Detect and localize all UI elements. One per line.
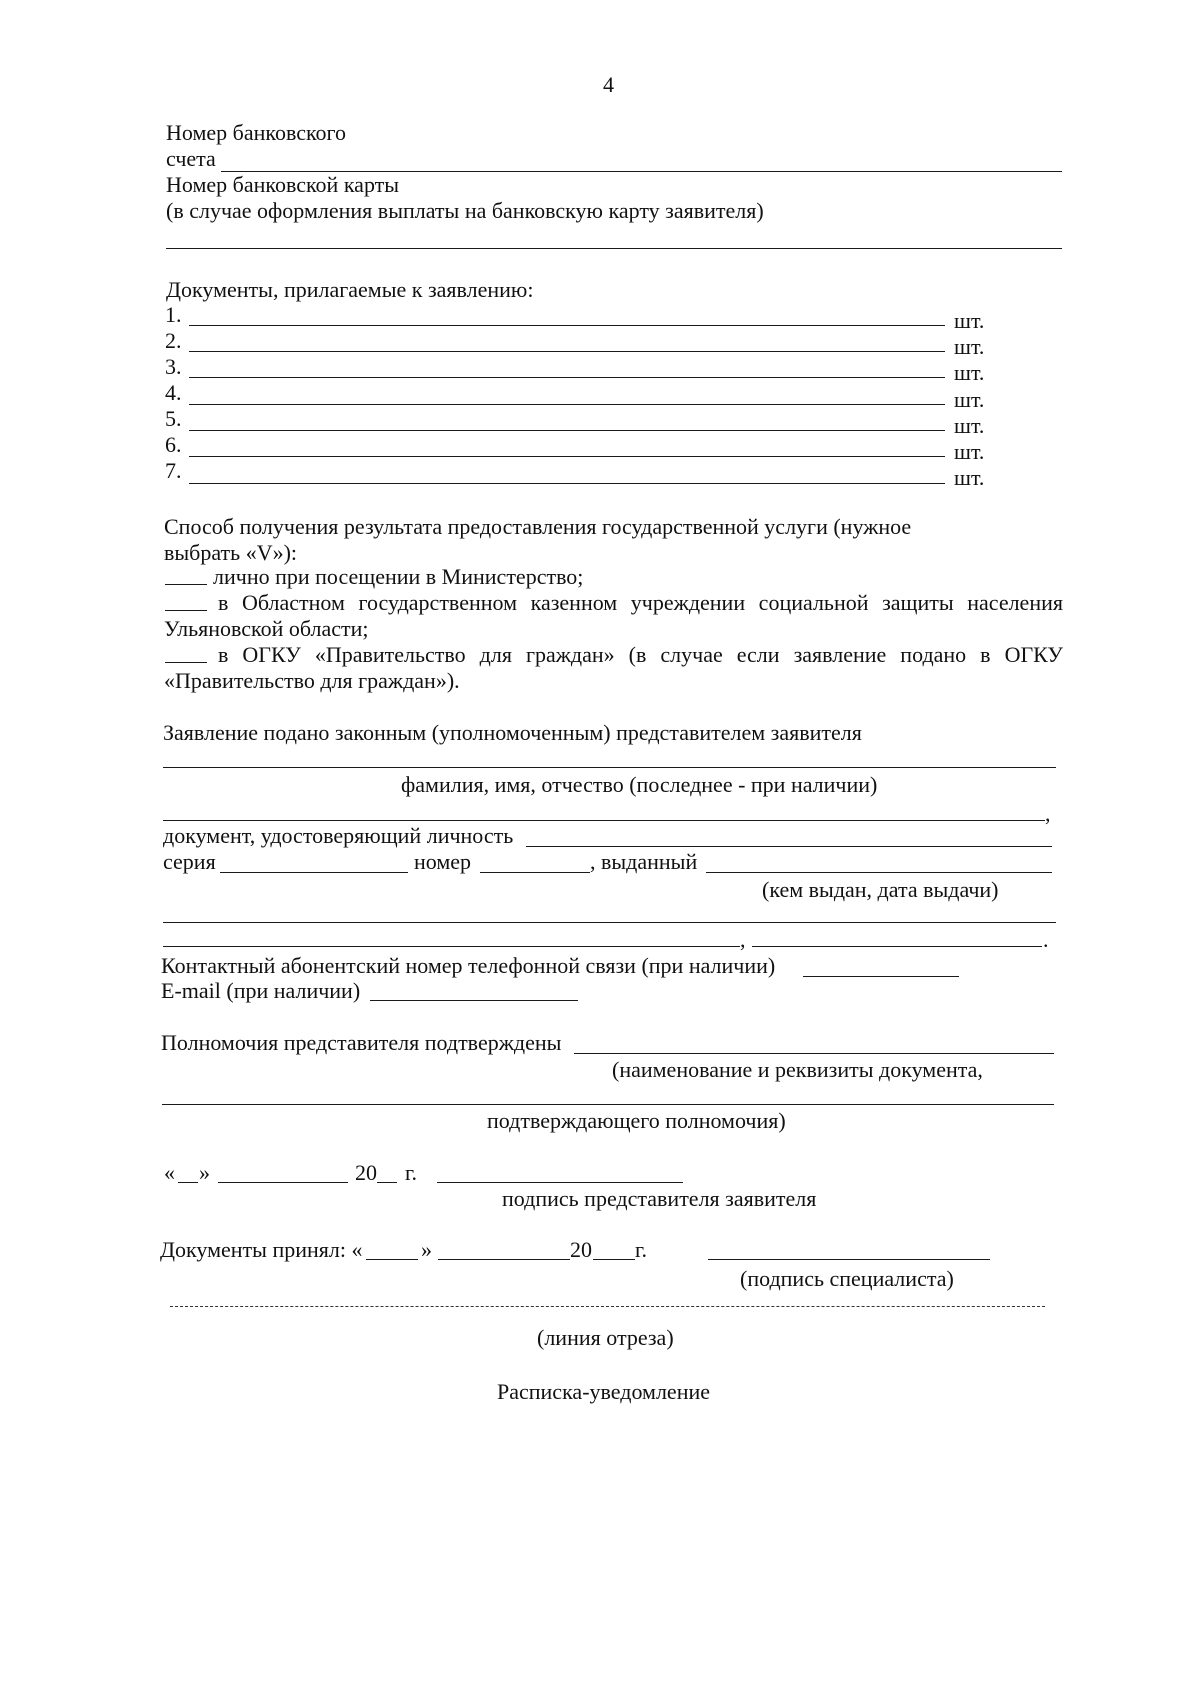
documents-heading: Документы, прилагаемые к заявлению: [166,277,534,302]
issued-field[interactable] [706,872,1052,873]
document-number: 6. [165,432,182,457]
accepted-year-prefix: 20 [570,1237,592,1262]
number-field[interactable] [480,872,590,873]
document-unit: шт. [954,334,985,359]
representative-heading: Заявление подано законным (уполномоченным) представителем заявителя [163,720,862,745]
document-field[interactable] [189,483,945,484]
date-quote-open: « [164,1160,175,1185]
representative-fio-field[interactable] [163,767,1056,768]
issued-extra-field[interactable] [163,922,1056,923]
series-field[interactable] [220,872,408,873]
document-unit: шт. [954,413,985,438]
id-document-field[interactable] [526,846,1052,847]
representative-extra-field[interactable] [163,820,1045,821]
date-year-field[interactable] [377,1182,397,1183]
document-unit: шт. [954,465,985,490]
representative-signature-caption: подпись представителя заявителя [502,1186,817,1211]
representative-signature-field[interactable] [437,1182,683,1183]
document-number: 7. [165,458,182,483]
option2-label-line2: Ульяновской области; [164,616,369,641]
document-field[interactable] [189,456,945,457]
phone-label: Контактный абонентский номер телефонной связи (при наличии) [161,953,776,978]
option3-checkbox[interactable] [165,662,207,663]
accepted-label: Документы принял: « [160,1237,363,1262]
date-quote-close: » [199,1160,210,1185]
cut-line-caption: (линия отреза) [537,1325,674,1350]
authority-caption2: подтверждающего полномочия) [487,1108,786,1133]
email-field[interactable] [370,1000,578,1001]
id-document-label: документ, удостоверяющий личность [163,823,514,848]
document-number: 3. [165,354,182,379]
method-heading-line2: выбрать «V»): [164,540,298,565]
bank-card-note: (в случае оформления выплаты на банковскую карту заявителя) [166,198,764,223]
document-number: 2. [165,328,182,353]
email-label: E-mail (при наличии) [161,978,361,1003]
period-mark: . [1043,927,1049,952]
document-field[interactable] [189,351,945,352]
series-label: серия [163,849,216,874]
accepted-day-field[interactable] [366,1259,418,1260]
option3-label-line2: «Правительство для граждан»). [164,668,460,693]
issued-date-field-a[interactable] [163,946,740,947]
bank-account-label-line1: Номер банковского [166,120,347,145]
comma-mark: , [1045,801,1051,826]
bank-account-label-line2: счета [166,146,216,171]
issued-date-field-b[interactable] [752,946,1042,947]
option1-label: лично при посещении в Министерство; [213,564,584,589]
document-number: 1. [165,302,182,327]
bank-card-field[interactable] [166,248,1062,249]
document-field[interactable] [189,377,945,378]
option2-label-line1: в Областном государственном казенном учреждении социальной защиты населения [218,590,1063,615]
authority-field[interactable] [574,1053,1054,1054]
authority-label: Полномочия представителя подтверждены [161,1030,562,1055]
document-unit: шт. [954,308,985,333]
page-number: 4 [603,72,614,97]
document-unit: шт. [954,360,985,385]
option3-label-line1: в ОГКУ «Правительство для граждан» (в случае если заявление подано в ОГКУ [218,642,1063,667]
document-field[interactable] [189,325,945,326]
specialist-signature-field[interactable] [708,1259,990,1260]
accepted-quote-close: » [421,1237,432,1262]
receipt-title: Расписка-уведомление [497,1379,711,1404]
specialist-signature-caption: (подпись специалиста) [740,1266,954,1291]
authority-caption1: (наименование и реквизиты документа, [612,1057,983,1082]
accepted-year-suffix: г. [635,1237,648,1262]
bank-card-label: Номер банковской карты [166,172,400,197]
date-day-field[interactable] [178,1182,198,1183]
option1-checkbox[interactable] [165,584,207,585]
issued-label: , выданный [590,849,698,874]
number-label: номер [414,849,472,874]
date-year-prefix: 20 [355,1160,377,1185]
document-field[interactable] [189,430,945,431]
option2-checkbox[interactable] [165,610,207,611]
document-number: 4. [165,380,182,405]
document-unit: шт. [954,387,985,412]
method-heading-line1: Способ получения результата предоставления государственной услуги (нужное [164,514,912,539]
cut-line [170,1306,1045,1307]
document-number: 5. [165,406,182,431]
fio-caption: фамилия, имя, отчество (последнее - при наличии) [401,772,878,797]
issued-caption: (кем выдан, дата выдачи) [762,877,999,902]
authority-field-2[interactable] [162,1104,1054,1105]
accepted-month-field[interactable] [438,1259,570,1260]
phone-field[interactable] [803,976,959,977]
accepted-year-field[interactable] [593,1259,635,1260]
document-field[interactable] [189,404,945,405]
comma-mark: , [740,927,746,952]
date-year-suffix: г. [405,1160,418,1185]
date-month-field[interactable] [218,1182,348,1183]
document-unit: шт. [954,439,985,464]
